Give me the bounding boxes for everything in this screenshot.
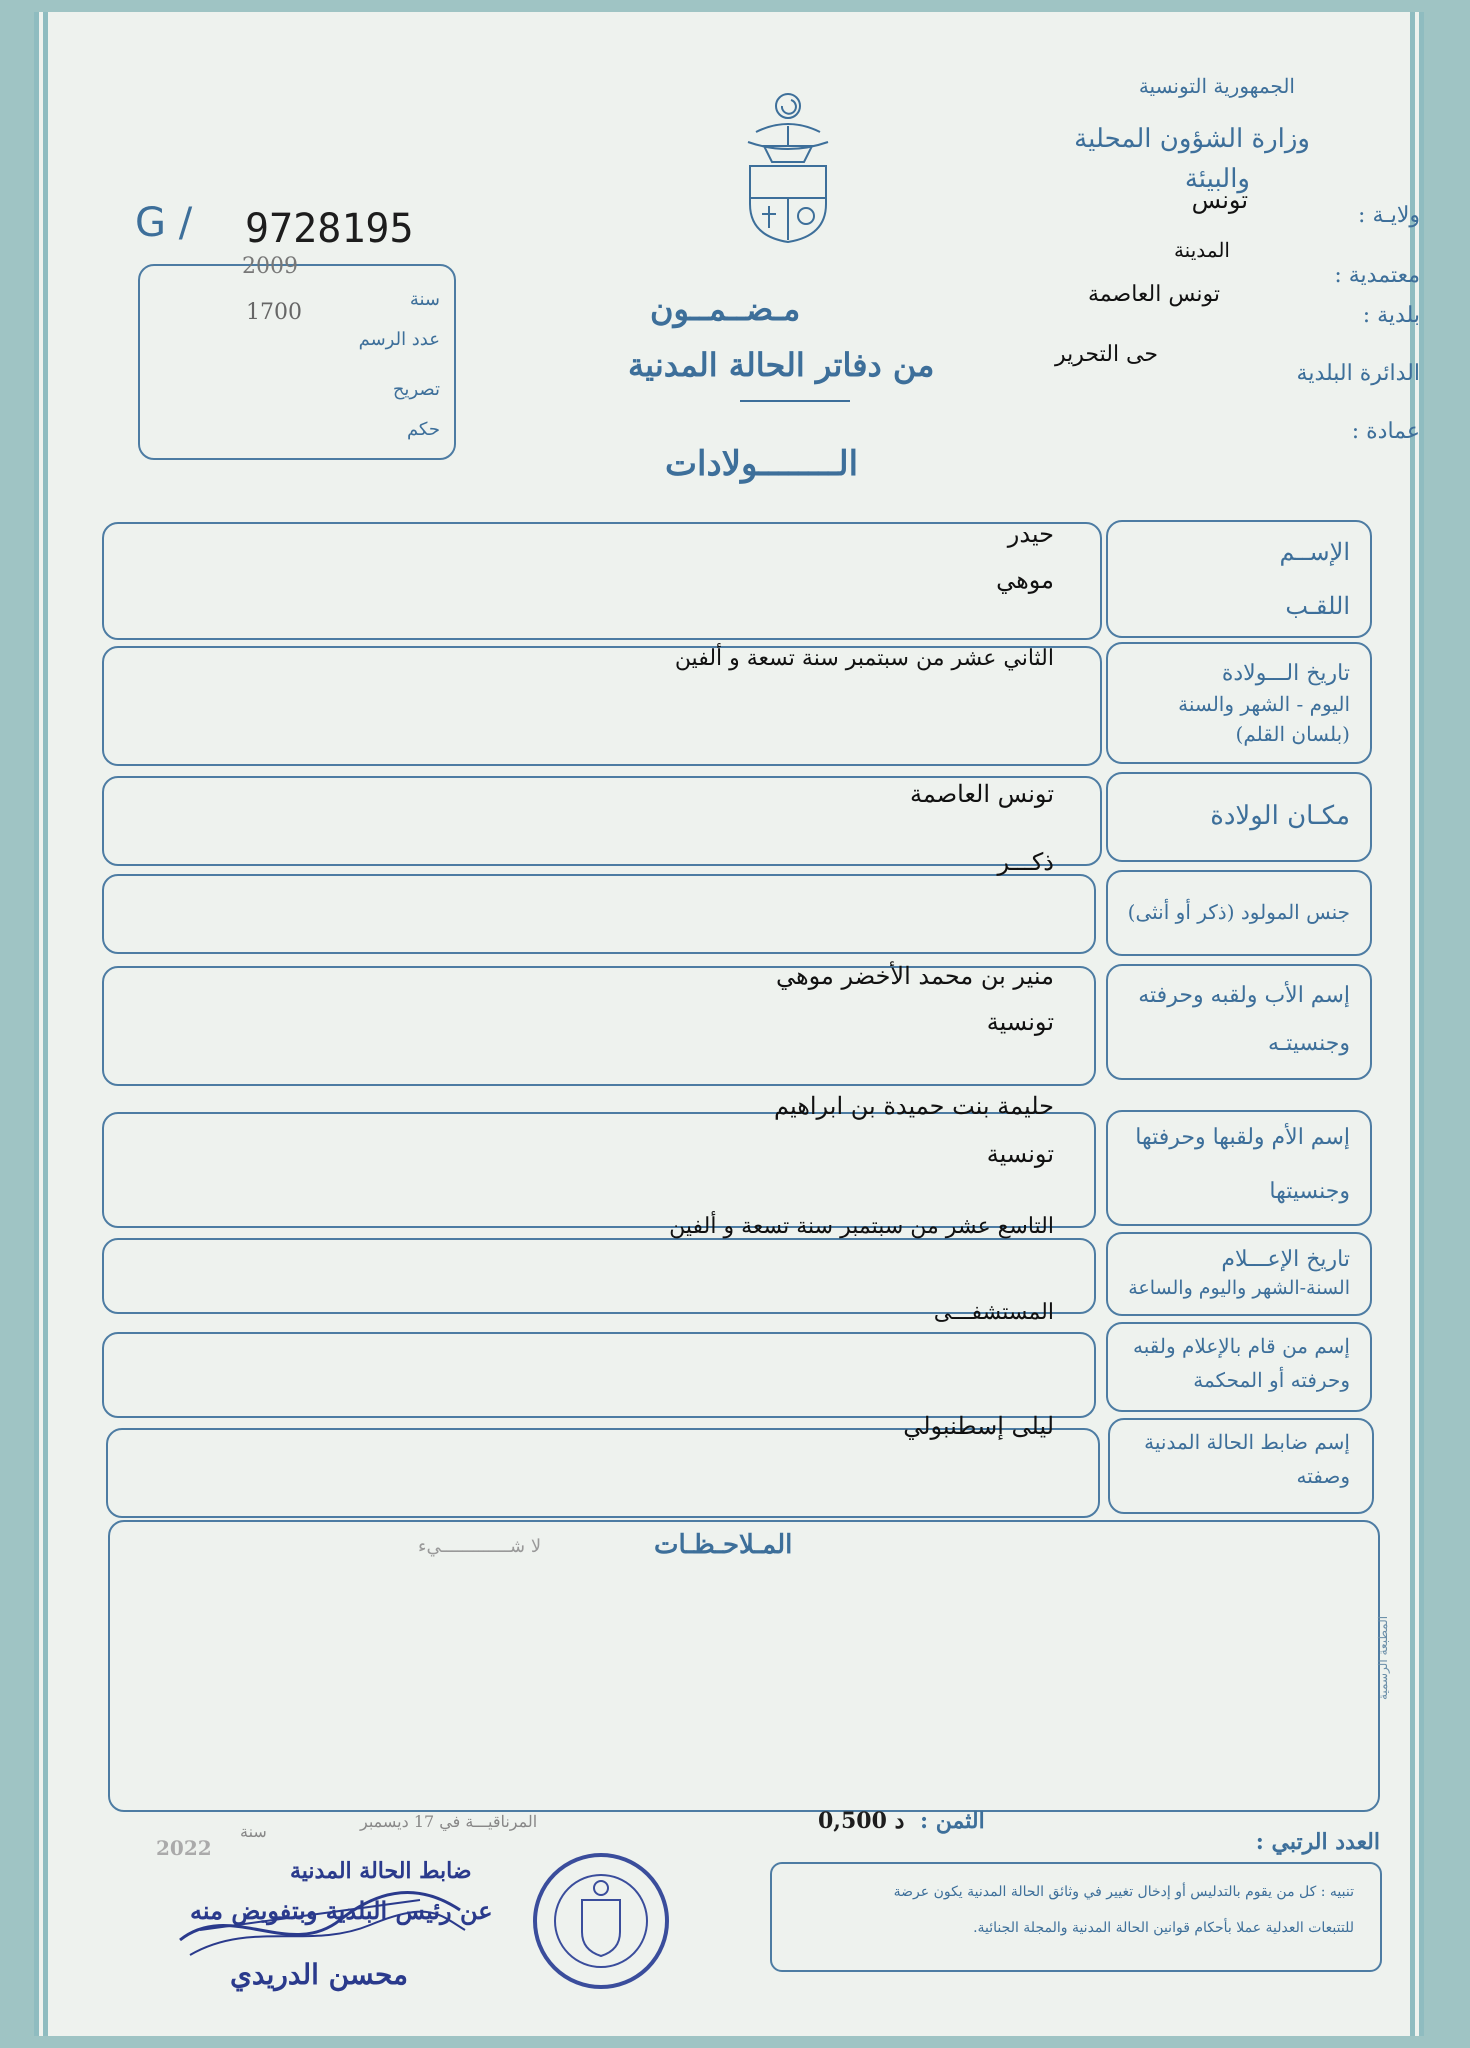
value-box-declarant: [102, 1332, 1096, 1418]
daira-value: حى التحرير: [1055, 342, 1158, 367]
footer-year-label: سنة: [240, 1822, 267, 1841]
document-subtitle: من دفاتر الحالة المدنية: [628, 346, 935, 384]
omada-label: عمادة :: [1351, 419, 1420, 444]
ministry-heading: وزارة الشؤون المحلية: [1074, 124, 1310, 154]
footer-year-value: 2022: [156, 1836, 212, 1860]
place-date: المرناقيـــة في 17 ديسمبر: [360, 1812, 538, 1831]
serial-prefix: G /: [135, 200, 193, 246]
baladia-value: تونس العاصمة: [1088, 282, 1220, 307]
wilaya-value: تونس: [1191, 186, 1248, 214]
label-gender: جنس المولود (ذكر أو أنثى): [1127, 900, 1350, 924]
document-title: مـضــمــون: [650, 290, 801, 328]
label-mother: إسم الأم ولقبها وحرفتها: [1135, 1125, 1350, 1150]
republic-heading: الجمهورية التونسية: [1138, 74, 1295, 98]
value-birth-place: تونس العاصمة: [910, 780, 1054, 808]
remarks-label: المـلاحـظـات: [654, 1530, 793, 1560]
baladia-label: بلدية :: [1362, 303, 1420, 328]
official-seal: [530, 1850, 672, 1992]
handwritten-signature: [170, 1880, 470, 1970]
label-birth-date-note: (بلسان القلم): [1235, 722, 1350, 746]
value-box-mother: [102, 1112, 1096, 1228]
tunisia-coat-of-arms-icon: [742, 86, 834, 246]
register-year-label: سنة: [409, 289, 440, 310]
label-birth-date: تاريخ الـــولادة: [1221, 661, 1350, 686]
serial-number-label: العدد الرتبي :: [1255, 1829, 1380, 1855]
section-title: الــــــــولادات: [665, 444, 859, 484]
mootamadia-label: معتمدية :: [1334, 263, 1420, 288]
label-declaration-date-sub: السنة-الشهر واليوم والساعة: [1128, 1277, 1350, 1299]
value-father-nationality: تونسية: [986, 1008, 1054, 1036]
title-underline: [740, 400, 850, 402]
wilaya-label: ولايـة :: [1358, 203, 1420, 228]
value-father-name: منير بن محمد الأخضر موهي: [775, 962, 1054, 990]
register-number-label: عدد الرسم: [358, 329, 440, 350]
value-birth-date: الثاني عشر من سبتمبر سنة تسعة و ألفين: [674, 646, 1054, 671]
register-number-value: 1700: [246, 300, 302, 325]
declaration-label: تصريح: [392, 379, 440, 400]
label-first-name: الإســم: [1279, 538, 1350, 566]
value-mother-nationality: تونسية: [986, 1140, 1054, 1168]
label-declarant: إسم من قام بالإعلام ولقبه: [1133, 1334, 1350, 1358]
remarks-value: لا شـــــــــــــيء: [418, 1536, 542, 1557]
label-declarant-sub: وحرفته أو المحكمة: [1193, 1368, 1350, 1392]
label-surname: اللقـب: [1285, 592, 1350, 620]
value-surname: موهي: [996, 566, 1054, 594]
value-mother-name: حليمة بنت حميدة بن ابراهيم: [774, 1092, 1054, 1120]
value-box-gender: [102, 874, 1096, 954]
value-box-officer: [106, 1428, 1100, 1518]
label-officer-role: وصفته: [1296, 1464, 1350, 1488]
judgment-label: حكم: [406, 419, 440, 440]
serial-number: 9728195: [245, 206, 414, 252]
value-gender: ذكـــر: [997, 848, 1054, 876]
signature-name: محسن الدريدي: [230, 1958, 409, 1991]
value-box-name: [102, 522, 1102, 640]
value-declarant: المستشفـــى: [933, 1300, 1054, 1325]
daira-label: الدائرة البلدية: [1296, 361, 1420, 386]
warning-line-1: تنبيه : كل من يقوم بالتدليس أو إدخال تغيير في وثائق الحالة المدنية يكون عرضة: [893, 1884, 1354, 1900]
label-declaration-date: تاريخ الإعـــلام: [1221, 1247, 1350, 1272]
side-print-note: المطبعة الرسمية: [1376, 1615, 1390, 1700]
ministry-heading-2: والبيئة: [1184, 164, 1250, 194]
label-birth-place: مكـان الولادة: [1210, 801, 1350, 831]
label-officer: إسم ضابط الحالة المدنية: [1144, 1430, 1350, 1454]
label-mother-nationality: وجنسيتها: [1269, 1179, 1350, 1204]
label-father: إسم الأب ولقبه وحرفته: [1138, 983, 1350, 1008]
value-officer: ليلى إسطنبولي: [903, 1412, 1054, 1440]
label-birth-date-sub: اليوم - الشهر والسنة: [1178, 692, 1350, 716]
mootamadia-value: المدينة: [1173, 238, 1230, 262]
label-father-nationality: وجنسيتـه: [1267, 1031, 1350, 1056]
warning-line-2: للتتبعات العدلية عملا بأحكام قوانين الحالة المدنية والمجلة الجنائية.: [973, 1920, 1354, 1936]
signature-title-1: ضابط الحالة المدنية: [290, 1858, 472, 1884]
price-value: 0,500 د: [818, 1808, 905, 1834]
remarks-box: [108, 1520, 1380, 1812]
signature-title-2: عن رئيس البلدية وبتفويض منه: [190, 1896, 493, 1925]
price-label: الثمن :: [920, 1808, 985, 1834]
value-declaration-date: التاسع عشر من سبتمبر سنة تسعة و ألفين: [669, 1214, 1054, 1239]
register-year-value: 2009: [242, 254, 298, 279]
value-first-name: حيدر: [1007, 520, 1054, 548]
warning-box: [770, 1862, 1382, 1972]
